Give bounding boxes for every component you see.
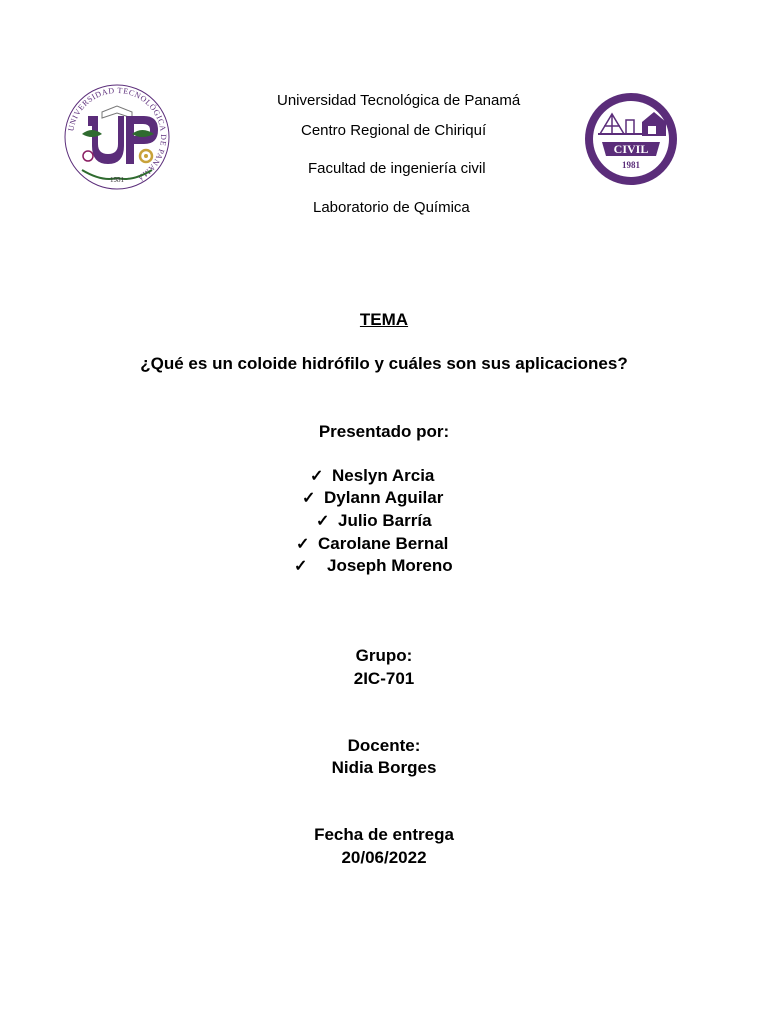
check-icon: ✓ bbox=[316, 513, 330, 530]
laboratory-name: Laboratorio de Química bbox=[313, 199, 470, 216]
faculty-name: Facultad de ingeniería civil bbox=[308, 160, 486, 177]
presented-by-label: Presentado por: bbox=[318, 422, 450, 441]
author-item bbox=[310, 466, 434, 486]
topic-question: ¿Qué es un coloide hidrófilo y cuáles son sus aplicaciones? bbox=[140, 354, 628, 373]
teacher-value: Nidia Borges bbox=[331, 758, 437, 777]
author-name: Joseph Moreno bbox=[327, 556, 453, 575]
university-name: Universidad Tecnológica de Panamá bbox=[277, 92, 521, 109]
teacher-label: Docente: bbox=[347, 736, 421, 755]
check-icon: ✓ bbox=[296, 536, 310, 553]
svg-text:1981: 1981 bbox=[110, 176, 124, 184]
regional-center: Centro Regional de Chiriquí bbox=[301, 122, 487, 139]
author-item bbox=[316, 511, 432, 531]
utp-logo bbox=[62, 82, 172, 192]
author-item bbox=[294, 556, 453, 576]
svg-text:CIVIL: CIVIL bbox=[613, 142, 649, 156]
delivery-date-value: 20/06/2022 bbox=[341, 848, 427, 867]
author-name: Dylann Aguilar bbox=[324, 488, 444, 507]
author-item bbox=[296, 534, 448, 554]
author-name: Carolane Bernal bbox=[318, 534, 449, 553]
svg-text:1981: 1981 bbox=[622, 160, 640, 170]
civil-faculty-logo bbox=[582, 90, 680, 188]
author-item bbox=[302, 488, 443, 508]
group-value: 2IC-701 bbox=[353, 669, 415, 688]
delivery-date-label: Fecha de entrega bbox=[314, 825, 454, 844]
check-icon: ✓ bbox=[310, 468, 324, 485]
svg-text:UNIVERSIDAD TECNOLÓGICA DE PAN: UNIVERSIDAD TECNOLÓGICA DE PANAMÁ bbox=[66, 85, 169, 183]
topic-label: TEMA bbox=[359, 310, 409, 329]
group-label: Grupo: bbox=[355, 646, 413, 665]
author-name: Neslyn Arcia bbox=[332, 466, 435, 485]
author-name: Julio Barría bbox=[338, 511, 432, 530]
check-icon: ✓ bbox=[294, 558, 308, 575]
check-icon: ✓ bbox=[302, 490, 316, 507]
